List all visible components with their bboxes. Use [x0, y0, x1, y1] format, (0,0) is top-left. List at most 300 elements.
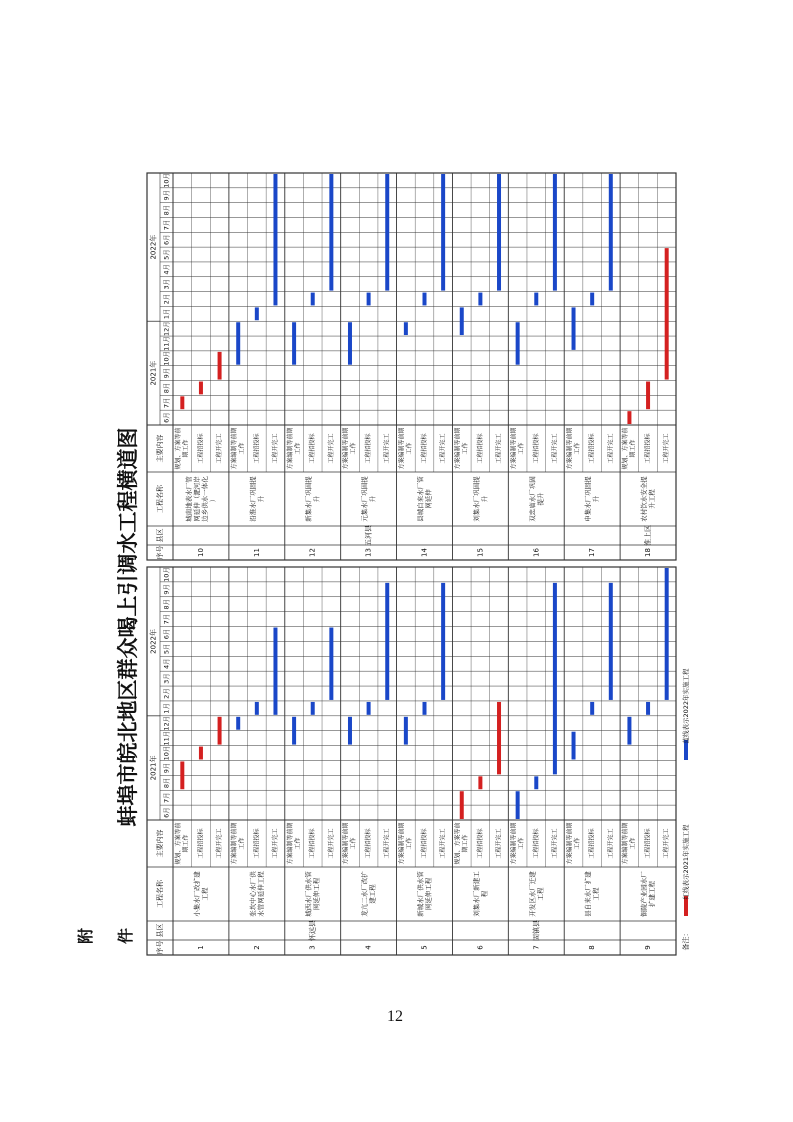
- task-label: [606, 828, 614, 858]
- gantt-bar-red: [478, 776, 482, 789]
- project-seq: 1: [196, 945, 205, 950]
- task-label: [588, 828, 596, 859]
- task-label: [476, 433, 484, 464]
- task-label-line: 工作: [462, 442, 470, 455]
- task-label-line: 工程招投标: [197, 433, 205, 464]
- task-label-line: 工程开完工: [607, 433, 615, 464]
- gantt-bar-blue: [460, 307, 464, 335]
- task-label-line: 工程开完工: [663, 828, 671, 859]
- gantt-bar-blue: [423, 293, 427, 306]
- month-label: 8月: [162, 382, 171, 394]
- task-label: [364, 433, 372, 464]
- month-label: 2月: [162, 688, 171, 699]
- task-label: [383, 828, 391, 858]
- task-label-line: 规划、方案等前: [622, 427, 630, 470]
- project-name-line: 小集水厂改扩建: [192, 871, 201, 917]
- project-seq: 14: [420, 548, 429, 557]
- project-name-line: 新集水厂巩固提: [304, 476, 313, 522]
- project-name-line: 刘集水厂新建工: [472, 871, 481, 917]
- task-label: [286, 427, 302, 469]
- month-label: 12月: [162, 715, 171, 731]
- project-seq: 5: [420, 945, 429, 950]
- month-label: 3月: [162, 278, 171, 290]
- task-label: [271, 433, 279, 463]
- task-label-line: 工作: [517, 442, 525, 455]
- project-name-line: 边乡供水一体化: [200, 476, 209, 522]
- project-name-line: 县自来水厂扩建: [584, 871, 593, 917]
- gantt-bar-blue: [441, 174, 445, 291]
- task-label-line: 方案编制等前期: [510, 427, 518, 470]
- task-label-line: 工程开完工: [216, 828, 224, 859]
- project-name: [416, 871, 433, 917]
- project-name: [360, 871, 377, 917]
- project-name: [527, 476, 544, 522]
- project-name-line: 工程: [592, 887, 601, 901]
- project-name-line: 网延伸工程: [424, 877, 433, 911]
- gantt-bar-blue: [609, 174, 613, 291]
- project-name-line: 元集水厂巩固提: [360, 476, 369, 522]
- header-content: 主要内容: [156, 829, 164, 858]
- gantt-bar-blue: [572, 307, 576, 349]
- month-label: 3月: [162, 673, 171, 684]
- task-label: [550, 828, 558, 858]
- gantt-bar-red: [646, 382, 650, 410]
- project-name-line: 升: [312, 495, 321, 503]
- task-label-line: 工作: [294, 442, 302, 455]
- task-label-line: 工程开完工: [495, 433, 503, 464]
- project-seq: 4: [364, 945, 373, 950]
- task-label: [565, 822, 581, 864]
- legend-prefix: 备注：: [682, 929, 690, 951]
- month-label: 10月: [162, 567, 171, 582]
- project-name-line: 升: [592, 495, 601, 503]
- project-name-line: 刘集水厂巩固提: [472, 476, 481, 522]
- task-label: [174, 427, 190, 469]
- task-label-line: 期工作: [629, 439, 637, 458]
- task-label-line: 期工作: [182, 439, 190, 458]
- task-label: [420, 433, 428, 464]
- month-label: 2月: [162, 293, 171, 305]
- task-label-line: 工程招投标: [588, 828, 596, 859]
- project-name-line: 升: [480, 495, 489, 503]
- project-county: 淮上区: [644, 525, 653, 546]
- legend-blue-text: 蓝线表示2022年实施工程: [682, 668, 690, 744]
- page-number: 12: [387, 1008, 403, 1025]
- task-label: [196, 828, 204, 859]
- task-label-line: 规划、方案等前: [175, 822, 183, 865]
- month-label: 7月: [162, 219, 171, 231]
- gantt-bar-blue: [255, 702, 259, 715]
- project-name-line: 工程: [536, 887, 545, 901]
- task-label: [454, 427, 470, 469]
- gantt-bar-red: [460, 791, 464, 819]
- project-name: [471, 871, 488, 917]
- project-name-line: 县城自来水厂管: [416, 476, 425, 522]
- gantt-bar-blue: [255, 307, 259, 320]
- gantt-bar-blue: [329, 628, 333, 700]
- project-name: [471, 476, 488, 522]
- header-project: 工程名称: [156, 485, 164, 513]
- task-label: [327, 828, 335, 858]
- gantt-bar-red: [199, 747, 203, 760]
- month-label: 5月: [162, 643, 171, 655]
- project-name: [304, 476, 321, 522]
- project-seq: 15: [476, 548, 485, 557]
- task-label-line: 工程招投标: [197, 828, 205, 859]
- month-label: 9月: [162, 584, 171, 595]
- gantt-bar-blue: [404, 322, 408, 335]
- month-label: 9月: [162, 367, 171, 379]
- task-label-line: 工程开完工: [383, 433, 391, 464]
- project-name-line: 升工程: [648, 489, 657, 509]
- gantt-bar-blue: [236, 322, 240, 364]
- task-label: [495, 828, 503, 858]
- gantt-bar-blue: [441, 583, 445, 700]
- project-seq: 10: [196, 548, 205, 557]
- project-name-line: ）: [208, 495, 217, 503]
- gantt-bar-blue: [292, 322, 296, 364]
- project-name-line: 升: [368, 495, 377, 503]
- task-label-line: 工程开完工: [495, 828, 503, 859]
- task-label: [286, 822, 302, 864]
- task-label: [215, 828, 223, 858]
- gantt-bar-red: [665, 248, 669, 379]
- gantt-bar-blue: [534, 776, 538, 789]
- gantt-bar-blue: [646, 702, 650, 715]
- task-label-line: 方案编制等前期: [622, 822, 630, 865]
- task-label-line: 方案编制等前期: [230, 427, 238, 470]
- month-label: 8月: [162, 777, 171, 789]
- task-label-line: 工程开完工: [271, 433, 279, 464]
- task-label: [532, 433, 540, 464]
- gantt-bar-blue: [627, 717, 631, 745]
- gantt-bar-blue: [497, 174, 501, 291]
- project-name-line: 双忠庙水厂巩固: [528, 476, 537, 522]
- task-label-line: 工程开完工: [383, 828, 391, 859]
- task-label: [621, 427, 637, 469]
- gantt-bar-blue: [404, 717, 408, 745]
- header-year-2022: 2022年: [149, 234, 158, 260]
- project-name: [304, 871, 321, 917]
- task-label-line: 方案编制等前期: [566, 427, 574, 470]
- month-label: 10月: [162, 745, 171, 761]
- month-label: 6月: [162, 412, 171, 423]
- header-county: 县区: [156, 528, 164, 543]
- month-label: 7月: [162, 792, 171, 803]
- task-label: [454, 822, 470, 864]
- task-label-line: 工作: [406, 442, 414, 455]
- project-seq: 7: [532, 945, 541, 950]
- month-label: 11月: [162, 336, 171, 351]
- task-label: [364, 828, 372, 859]
- project-name-line: 程: [480, 890, 489, 898]
- project-name-line: 扩建工程: [648, 881, 657, 907]
- task-label: [327, 433, 335, 463]
- project-name-line: 升: [256, 495, 265, 503]
- task-label-line: 工程招投标: [365, 828, 373, 859]
- project-name-line: 龙亢二水厂改扩: [360, 871, 369, 917]
- gantt-bar-blue: [348, 322, 352, 364]
- month-label: 4月: [162, 264, 171, 275]
- project-seq: 16: [532, 548, 541, 557]
- gantt-bar-blue: [348, 717, 352, 745]
- project-name: [192, 871, 209, 917]
- gantt-bar-red: [180, 761, 184, 789]
- task-label-line: 工作: [629, 837, 637, 850]
- month-label: 8月: [162, 598, 171, 610]
- project-seq: 9: [644, 945, 653, 950]
- task-label: [308, 433, 316, 464]
- project-name: [583, 476, 600, 522]
- gantt-bar-red: [497, 702, 501, 774]
- month-label: 10月: [162, 350, 171, 366]
- task-label-line: 工程招投标: [421, 828, 428, 859]
- month-label: 10月: [162, 173, 171, 188]
- task-label-line: 方案编制等前期: [342, 427, 350, 470]
- gantt-bar-blue: [292, 717, 296, 745]
- gantt-bar-blue: [311, 702, 315, 715]
- task-label: [252, 433, 260, 464]
- project-name-line: 张坎中心水厂供: [248, 871, 257, 917]
- task-label-line: 工作: [238, 837, 246, 850]
- task-label-line: 工程招投标: [365, 433, 373, 464]
- task-label-line: 工程招投标: [309, 433, 317, 464]
- task-label: [398, 427, 414, 469]
- task-label-line: 工程招投标: [644, 433, 652, 464]
- task-label-line: 工程招投标: [644, 828, 652, 859]
- project-seq: 17: [588, 548, 597, 557]
- project-name-line: 城南地表水厂管: [184, 476, 193, 522]
- task-label-line: 方案编制等前期: [454, 427, 462, 470]
- project-name-line: 网延伸工程: [312, 877, 321, 911]
- task-label: [476, 828, 484, 859]
- project-name: [248, 476, 265, 522]
- task-label-line: 规划、方案等前: [454, 822, 462, 865]
- task-label-line: 方案编制等前期: [286, 427, 294, 470]
- task-label-line: 工程开完工: [271, 828, 279, 859]
- project-name: [248, 871, 265, 917]
- task-label: [308, 828, 316, 859]
- project-name-line: 铜陵产业园水厂: [640, 871, 649, 917]
- task-label: [662, 828, 670, 858]
- gantt-bar-blue: [534, 293, 538, 306]
- task-label-line: 方案编制等前期: [398, 427, 406, 470]
- task-label-line: 工作: [406, 837, 414, 850]
- task-label-line: 方案编制等前期: [342, 822, 350, 865]
- task-label: [420, 828, 428, 859]
- month-label: 4月: [162, 658, 171, 670]
- month-label: 5月: [162, 249, 171, 260]
- task-label-line: 方案编制等前期: [230, 822, 238, 865]
- month-label: 6月: [162, 628, 171, 640]
- gantt-bar-blue: [516, 791, 520, 819]
- gantt-bar-blue: [665, 568, 669, 700]
- task-label: [230, 427, 246, 469]
- task-label: [342, 822, 358, 864]
- gantt-bar-blue: [590, 293, 594, 306]
- gantt-bar-blue: [572, 732, 576, 760]
- gantt-bar-blue: [553, 174, 557, 291]
- gantt-bar-blue: [423, 702, 427, 715]
- project-name: [639, 871, 656, 917]
- project-seq: 8: [588, 945, 597, 950]
- task-label-line: 工程开完工: [551, 828, 559, 859]
- task-label: [342, 427, 358, 469]
- month-label: 7月: [162, 613, 171, 625]
- gantt-bar-blue: [367, 702, 371, 715]
- header-year-2021: 2021年: [149, 755, 158, 781]
- project-county: 五河县: [364, 525, 373, 546]
- header-seq: 序号: [156, 545, 164, 560]
- task-label-line: 工程开完工: [439, 828, 447, 859]
- gantt-bar-red: [627, 411, 631, 424]
- page-title: 蚌埠市皖北地区群众喝上引调水工程横道图: [116, 427, 140, 827]
- header-year-2022: 2022年: [149, 628, 158, 654]
- task-label-line: 工作: [294, 837, 302, 850]
- task-label: [439, 828, 447, 858]
- task-label-line: 方案编制等前期: [566, 822, 574, 865]
- task-label-line: 工作: [350, 837, 358, 850]
- header-county: 县区: [156, 923, 164, 938]
- task-label-line: 期工作: [182, 834, 190, 853]
- gantt-bar-blue: [385, 583, 389, 700]
- task-label-line: 工程开完工: [216, 433, 224, 464]
- gantt-bar-blue: [273, 628, 277, 715]
- project-seq: 13: [364, 548, 373, 557]
- header-content: 主要内容: [156, 434, 164, 463]
- month-label: 1月: [162, 703, 171, 714]
- task-label-line: 工程开完工: [439, 433, 447, 464]
- gantt-bar-blue: [367, 293, 371, 306]
- task-label-line: 工程招投标: [253, 433, 261, 464]
- task-label-line: 工程招投标: [532, 433, 540, 464]
- header-year-2021: 2021年: [149, 360, 158, 386]
- task-label-line: 方案编制等前期: [510, 822, 518, 865]
- month-label: 6月: [162, 807, 171, 818]
- gantt-bar-blue: [553, 583, 557, 774]
- project-seq: 11: [252, 548, 261, 557]
- task-label: [644, 828, 652, 859]
- project-name: [416, 476, 433, 522]
- task-label: [215, 433, 223, 463]
- task-label: [252, 828, 260, 859]
- month-label: 9月: [162, 189, 171, 201]
- task-label: [588, 433, 596, 464]
- project-name: [527, 871, 544, 917]
- task-label: [606, 433, 614, 463]
- task-label: [383, 433, 391, 463]
- project-name: [184, 476, 217, 522]
- month-label: 1月: [162, 308, 171, 320]
- task-label: [644, 433, 652, 464]
- month-label: 9月: [162, 762, 171, 774]
- gantt-bar-blue: [236, 717, 240, 730]
- legend-red-text: 红线表示2021年实施工程: [682, 824, 690, 900]
- project-seq: 18: [644, 548, 653, 557]
- task-label-line: 工程招投标: [421, 433, 428, 464]
- task-label: [662, 433, 670, 463]
- gantt-bar-blue: [478, 293, 482, 306]
- task-label: [532, 828, 540, 859]
- project-seq: 12: [308, 548, 317, 557]
- header-project: 工程名称: [156, 880, 164, 908]
- task-label-line: 工作: [238, 442, 246, 455]
- project-name-line: 农村饮水安全提: [640, 476, 649, 522]
- task-label: [621, 822, 637, 864]
- task-label: [439, 433, 447, 463]
- project-name-line: 网延伸（淝河岸: [192, 476, 201, 522]
- project-seq: 6: [476, 945, 485, 950]
- task-label: [174, 822, 190, 864]
- task-label-line: 工程开完工: [607, 828, 615, 859]
- task-label-line: 工程开完工: [663, 433, 671, 464]
- task-label: [509, 427, 525, 469]
- task-label-line: 工作: [350, 442, 358, 455]
- gantt-bar-red: [218, 717, 222, 745]
- task-label: [271, 828, 279, 858]
- project-seq: 2: [252, 945, 261, 950]
- project-name-line: 开发区水厂迁建: [528, 871, 537, 917]
- task-label-line: 工程开完工: [551, 433, 559, 464]
- task-label-line: 工程开完工: [327, 828, 335, 859]
- project-name-line: 申集水厂巩固提: [584, 476, 593, 522]
- project-name-line: 新城水厂供水管: [416, 871, 425, 917]
- gantt-bar-blue: [329, 174, 333, 291]
- task-label-line: 方案编制等前期: [286, 822, 294, 865]
- task-label: [398, 822, 414, 864]
- task-label: [550, 433, 558, 463]
- header-seq: 序号: [156, 940, 164, 955]
- gantt-bar-blue: [273, 174, 277, 305]
- task-label: [509, 822, 525, 864]
- project-name: [583, 871, 600, 917]
- gantt-bar-blue: [311, 293, 315, 306]
- gantt-bar-red: [180, 396, 184, 409]
- gantt-bar-red: [218, 352, 222, 380]
- project-name-line: 沿淮水厂巩固提: [248, 476, 257, 522]
- project-name-line: 水管网延伸工程: [256, 871, 265, 917]
- month-label: 8月: [162, 204, 171, 216]
- task-label-line: 规划、方案等前: [175, 427, 183, 470]
- project-seq: 3: [308, 945, 317, 950]
- task-label: [196, 433, 204, 464]
- task-label: [565, 427, 581, 469]
- task-label-line: 期工作: [462, 834, 470, 853]
- project-county: 怀远县: [308, 920, 317, 941]
- project-name-line: 提升: [536, 492, 545, 506]
- task-label-line: 工作: [573, 837, 581, 850]
- task-label: [495, 433, 503, 463]
- task-label-line: 方案编制等前期: [398, 822, 406, 865]
- project-name-line: 工程: [200, 887, 209, 901]
- task-label-line: 工作: [573, 442, 581, 455]
- task-label-line: 工程开完工: [327, 433, 335, 464]
- task-label: [230, 822, 246, 864]
- task-label-line: 工程招投标: [588, 433, 596, 464]
- task-label-line: 工程招投标: [476, 828, 484, 859]
- project-name: [639, 476, 656, 522]
- month-label: 11月: [162, 730, 171, 746]
- project-name-line: 网延伸: [424, 489, 433, 509]
- gantt-bar-blue: [516, 322, 520, 364]
- task-label-line: 工程招投标: [532, 828, 540, 859]
- project-name-line: 城西水厂供水管: [304, 871, 313, 917]
- task-label-line: 工程招投标: [309, 828, 317, 859]
- gantt-bar-blue: [590, 702, 594, 715]
- project-county: 固镇县: [532, 920, 541, 941]
- project-name-line: 建工程: [368, 884, 377, 904]
- project-name: [360, 476, 377, 522]
